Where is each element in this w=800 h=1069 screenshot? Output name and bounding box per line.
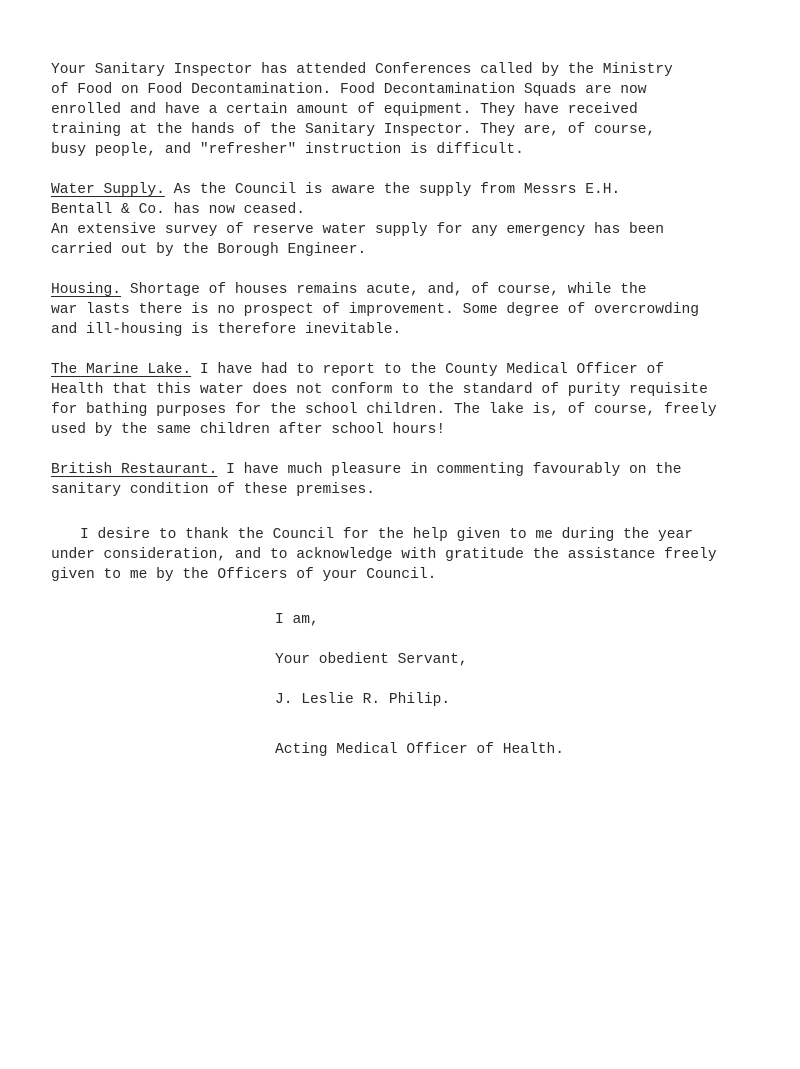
housing-line-2: war lasts there is no prospect of improvement. Some degree of overcrowding xyxy=(51,302,700,318)
marine-line-1 xyxy=(51,360,664,380)
thanks-line-3: given to me by the Officers of your Council. xyxy=(51,567,437,583)
water-line-4: carried out by the Borough Engineer. xyxy=(51,242,367,258)
closing-title: Acting Medical Officer of Health. xyxy=(275,742,565,758)
water-line-1 xyxy=(51,180,620,200)
housing-heading: Housing. xyxy=(51,282,122,298)
intro-line-3: enrolled and have a certain amount of equipment. They have received xyxy=(51,102,638,118)
housing-line-1 xyxy=(51,280,647,300)
closing-i-am: I am, xyxy=(275,612,319,628)
intro-line-2: of Food on Food Decontamination. Food Decontamination Squads are now xyxy=(51,82,647,98)
housing-line-3: and ill-housing is therefore inevitable. xyxy=(51,322,402,338)
restaurant-line-1 xyxy=(51,460,682,480)
marine-heading: The Marine Lake. xyxy=(51,362,192,378)
intro-line-4: training at the hands of the Sanitary Inspector. They are, of course, xyxy=(51,122,656,138)
water-line-3: An extensive survey of reserve water supply for any emergency has been xyxy=(51,222,665,238)
water-heading: Water Supply. xyxy=(51,182,165,198)
marine-line-3: for bathing purposes for the school children. The lake is, of course, freely xyxy=(51,402,717,418)
thanks-line-1: I desire to thank the Council for the help given to me during the year xyxy=(80,527,694,543)
closing-name: J. Leslie R. Philip. xyxy=(275,692,451,708)
restaurant-heading: British Restaurant. xyxy=(51,462,218,478)
intro-line-5: busy people, and "refresher" instruction is difficult. xyxy=(51,142,524,158)
housing-text-1: Shortage of houses remains acute, and, of course, while the xyxy=(121,282,647,298)
water-line-2: Bentall & Co. has now ceased. xyxy=(51,202,305,218)
restaurant-text-1: I have much pleasure in commenting favourably on the xyxy=(217,462,682,478)
marine-line-4: used by the same children after school hours! xyxy=(51,422,446,438)
marine-text-1: I have had to report to the County Medical Officer of xyxy=(191,362,665,378)
thanks-line-2: under consideration, and to acknowledge with gratitude the assistance freely xyxy=(51,547,717,563)
intro-line-1: Your Sanitary Inspector has attended Conferences called by the Ministry xyxy=(51,62,673,78)
restaurant-line-2: sanitary condition of these premises. xyxy=(51,482,376,498)
closing-servant: Your obedient Servant, xyxy=(275,652,468,668)
marine-line-2: Health that this water does not conform to the standard of purity requisite xyxy=(51,382,708,398)
water-text-1: As the Council is aware the supply from Messrs E.H. xyxy=(164,182,621,198)
